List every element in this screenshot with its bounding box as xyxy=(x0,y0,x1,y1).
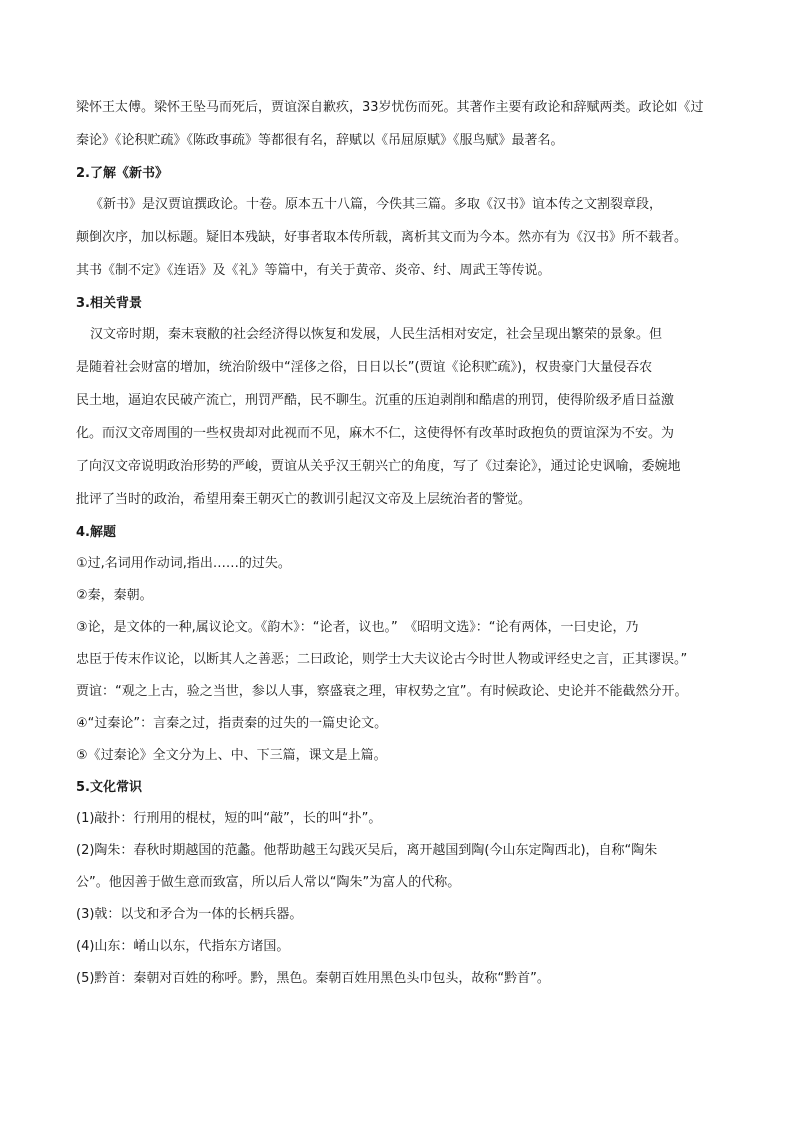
text-line: 汉文帝时期，秦末衰敝的社会经济得以恢复和发展，人民生活相对安定，社会呈现出繁荣的景象。但 xyxy=(90,327,663,342)
section-heading: 4.解题 xyxy=(76,525,116,540)
section-body xyxy=(76,195,730,281)
text-line: 批评了当时的政治，希望用秦王朝灭亡的教训引起汉文帝及上层统治者的警觉。 xyxy=(76,492,532,507)
list-item: (2)陶朱：春秋时期越国的范蠡。他帮助越王勾践灭吴后，离开越国到陶(今山东定陶西北)，自称“陶朱 xyxy=(76,843,658,858)
list-item: 贾谊：“观之上古，验之当世，参以人事，察盛衰之理，审权势之宜”。有时候政论、史论并不能截然分开。 xyxy=(76,684,688,699)
section-background xyxy=(76,294,730,510)
list-item: ⑤《过秦论》全文分为上、中、下三篇，课文是上篇。 xyxy=(76,748,387,763)
section-heading: 5.文化常识 xyxy=(76,780,142,795)
list-item: 忠臣于传末作议论，以断其人之善恶；二曰政论，则学士大夫议论古今时世人物或评经史之言，正其谬误。” xyxy=(76,652,688,667)
section-culture xyxy=(76,778,730,989)
section-body xyxy=(76,554,730,766)
text-line: 《新书》是汉贾谊撰政论。十卷。原本五十八篇，今佚其三篇。多取《汉书》谊本传之文割裂章段， xyxy=(90,197,663,212)
section-body xyxy=(76,325,730,510)
list-item: (1)敲扑：行刑用的棍杖，短的叫“敲”，长的叫“扑”。 xyxy=(76,811,382,826)
text-line: 梁怀王太傅。梁怀王坠马而死后，贾谊深自歉疚，33岁忧伤而死。其著作主要有政论和辞赋两类。政论如《过 xyxy=(76,100,704,115)
text-line: 民土地，逼迫农民破产流亡，刑罚严酷，民不聊生。沉重的压迫剥削和酷虐的刑罚，使得阶级矛盾日益激 xyxy=(76,393,675,408)
section-heading: 2.了解《新书》 xyxy=(76,166,168,181)
intro-paragraph xyxy=(76,98,730,151)
list-item: ①过,名词用作动词,指出……的过失。 xyxy=(76,556,291,571)
section-body xyxy=(76,809,730,989)
list-item: ③论，是文体的一种,属议论文。《韵木》：“论者，议也。” 《昭明文选》：“论有两体，一曰史论，乃 xyxy=(76,620,639,635)
list-item: (4)山东：崤山以东，代指东方诸国。 xyxy=(76,939,290,954)
section-heading: 3.相关背景 xyxy=(76,296,142,311)
list-item: ②秦，秦朝。 xyxy=(76,588,153,603)
list-item: (3)戟：以戈和矛合为一体的长柄兵器。 xyxy=(76,907,303,922)
text-line: 化。而汉文帝周围的一些权贵却对此视而不见，麻木不仁，这使得怀有改革时政抱负的贾谊深为不安。为 xyxy=(76,426,675,441)
section-xinshu xyxy=(76,164,730,281)
text-line: 颠倒次序，加以标题。疑旧本残缺，好事者取本传所载，离析其文而为今本。然亦有为《汉书》所不载者。 xyxy=(76,230,688,245)
text-line: 是随着社会财富的增加，统治阶级中“淫侈之俗，日日以长”(贾谊《论积贮疏》)，权贵豪门大量侵吞农 xyxy=(76,360,653,375)
list-item: ④“过秦论”：言秦之过，指责秦的过失的一篇史论文。 xyxy=(76,716,388,731)
list-item: (5)黔首：秦朝对百姓的称呼。黔，黑色。秦朝百姓用黑色头巾包头，故称“黔首”。 xyxy=(76,971,550,986)
text-line: 了向汉文帝说明政治形势的严峻，贾谊从关乎汉王朝兴亡的角度，写了《过秦论》，通过论史讽喻，委婉地 xyxy=(76,459,681,474)
text-line: 其书《制不定》《连语》及《礼》等篇中，有关于黄帝、炎帝、纣、周武王等传说。 xyxy=(76,263,551,278)
list-item: 公”。他因善于做生意而致富，所以后人常以“陶朱”为富人的代称。 xyxy=(76,875,461,890)
text-line: 秦论》《论积贮疏》《陈政事疏》等都很有名，辞赋以《吊屈原赋》《服鸟赋》最著名。 xyxy=(76,133,564,148)
section-title-explanation xyxy=(76,523,730,766)
